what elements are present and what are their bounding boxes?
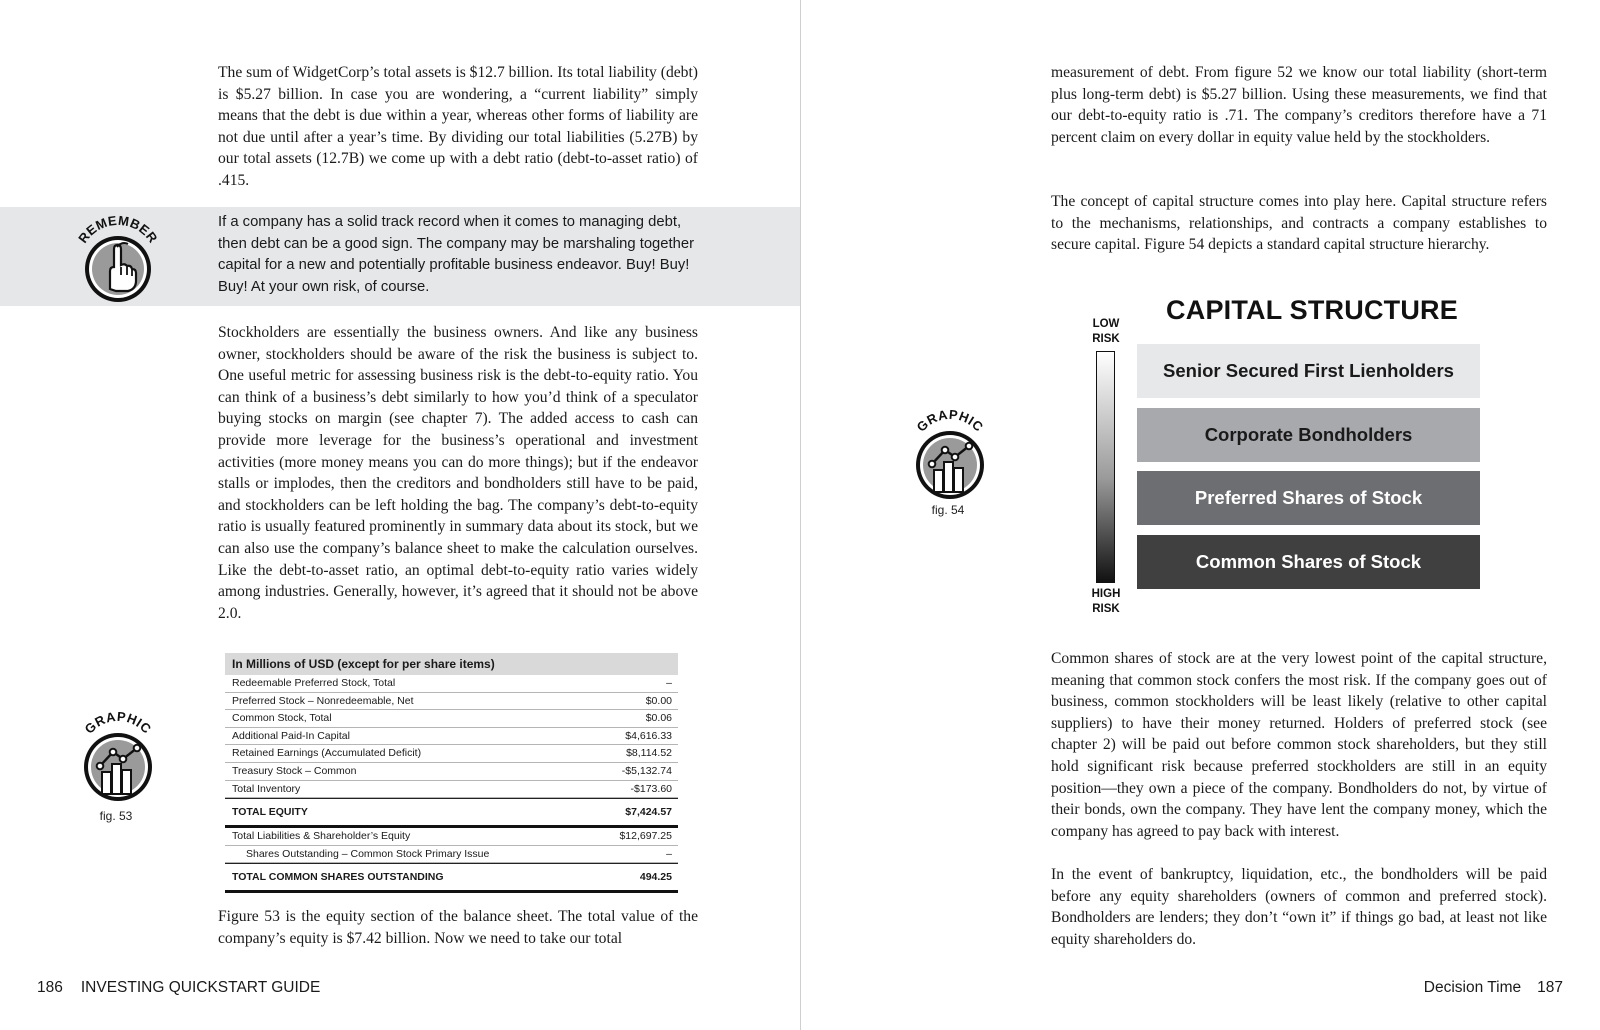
left-paragraph-2: Stockholders are essentially the business owners. And like any business owner, stockholders should be aware of the risk the business is subject to. One useful metric for assessing business risk is the debt-to-equity ratio. You can think of a business’s debt similarly to how you’d think of a speculator buying stocks on margin (see chapter 7). The added access to cash can provide more leverage for the business’s operational and investment activities (more money means you can do more things); but if the endeavor stalls or implodes, then the creditors and bondholders still have to be paid, and stockholders can be left holding the bag. The company’s debt-to-equity ratio is usually featured prominently in summary data about its stock, but we can also use the company’s balance sheet to make the calculation ourselves. Like the debt-to-asset ratio, an optimal debt-to-equity ratio varies widely among industries. Generally, however, it’s agreed that it should not be above 2.0. xyxy=(218,324,698,622)
right-paragraph-3: Common shares of stock are at the very lowest point of the capital structure, meaning that common stock confers the most risk. If the company goes out of business, common stockholders will be least likely (relative to other capital suppliers) to have their money returned. Holders of preferred stock (see chapter 2) will be paid out before common stock shareholders, but they still hold significant risk because preferred stockholders are still in an equity position—they own a piece of the company. Bondholders do not, by virtue of their bonds, own the company. They have lent the company money, which the company has agreed to pay back with interest. xyxy=(1051,650,1547,840)
row-value: $0.06 xyxy=(645,712,672,725)
right-paragraph-2: The concept of capital structure comes into play here. Capital structure refers to the mechanisms, relationships, and contracts a company establishes to secure capital. Figure 54 depicts a standard capital structure hierarchy. xyxy=(1051,193,1547,254)
row-value: $4,616.33 xyxy=(625,729,672,742)
table-row xyxy=(225,728,678,746)
capital-tier-2: Corporate Bondholders xyxy=(1137,408,1480,462)
row-label: Total Inventory xyxy=(232,782,301,795)
book-title: INVESTING QUICKSTART GUIDE xyxy=(80,979,321,996)
high-risk-label: HIGH RISK xyxy=(1091,588,1121,615)
fig-54-label: fig. 54 xyxy=(931,503,965,517)
total-equity-label: TOTAL EQUITY xyxy=(232,806,308,819)
left-page-number: 186 xyxy=(37,979,63,996)
svg-text:GRAPHIC: GRAPHIC xyxy=(913,410,987,435)
table-row xyxy=(225,710,678,728)
row-value: -$173.60 xyxy=(630,782,672,795)
balance-sheet-table xyxy=(225,653,678,893)
right-paragraph-4: In the event of bankruptcy, liquidation, etc., the bondholders will be paid before any equity shareholders (owners of common and preferred stock). Bondholders are lenders; they don’t “own it” if things go bad, at least not like equity shareholders do. xyxy=(1051,866,1547,948)
row-value: -$5,132.74 xyxy=(621,764,672,777)
total-shares-value: 494.25 xyxy=(639,871,672,884)
right-paragraph-1: measurement of debt. From figure 52 we know our total liability (short-term plus long-term debt) is $5.27 billion. Using these measurements, we find that our debt-to-equity ratio is .71. The company’s creditors therefore have a 71 percent claim on every dollar in equity value held by the stockholders. xyxy=(1051,64,1547,146)
row-value: – xyxy=(666,677,672,689)
risk-gradient-bar xyxy=(1096,351,1115,583)
left-footer xyxy=(37,979,320,997)
row-label: Preferred Stock – Nonredeemable, Net xyxy=(232,694,414,707)
capital-tier-1: Senior Secured First Lienholders xyxy=(1137,344,1480,398)
low-risk-label: LOW RISK xyxy=(1092,318,1120,345)
row-label: Total Liabilities & Shareholder’s Equity xyxy=(232,830,411,843)
row-label: Redeemable Preferred Stock, Total xyxy=(232,677,396,689)
fig-53-label: fig. 53 xyxy=(99,809,133,823)
row-value: – xyxy=(666,847,672,860)
remember-finger-icon xyxy=(70,211,166,303)
table-row xyxy=(225,828,678,846)
table-row xyxy=(225,693,678,711)
capital-tier-4: Common Shares of Stock xyxy=(1137,535,1480,589)
balance-sheet-rows-2 xyxy=(225,828,678,863)
row-label: Retained Earnings (Accumulated Deficit) xyxy=(232,747,422,760)
row-label: Treasury Stock – Common xyxy=(232,764,357,777)
row-value: $8,114.52 xyxy=(626,747,672,760)
graphic-badge-54 xyxy=(907,410,993,502)
graphic-chart-icon xyxy=(75,712,161,804)
capital-structure-title: CAPITAL STRUCTURE xyxy=(1166,295,1458,325)
chapter-title: Decision Time xyxy=(1423,979,1522,996)
graphic-chart-icon xyxy=(907,410,993,502)
graphic-badge-53 xyxy=(75,712,161,804)
total-shares-row xyxy=(225,863,678,893)
table-row xyxy=(225,763,678,781)
table-row xyxy=(225,846,678,864)
remember-callout xyxy=(0,207,800,306)
row-label: Shares Outstanding – Common Stock Primary Issue xyxy=(246,847,490,860)
right-page-number: 187 xyxy=(1537,979,1563,996)
right-footer xyxy=(1424,979,1563,997)
total-shares-label: TOTAL COMMON SHARES OUTSTANDING xyxy=(232,871,444,884)
left-paragraph-1: The sum of WidgetCorp’s total assets is $12.7 billion. Its total liability (debt) is $5.27 billion. In case you are wondering, a “current liability” simply means that the debt is due within a year, whereas other forms of liability are not due until after a year’s time. By dividing our total liabilities (5.27B) by our total assets (12.7B) we come up with a debt ratio (debt-to-asset ratio) of .415. xyxy=(218,64,698,189)
remember-text: If a company has a solid track record when it comes to managing debt, then debt can be a good sign. The company may be marshaling together capital for a new and potentially profitable business endeavor. Buy! Buy! Buy! At your own risk, of course. xyxy=(218,214,695,295)
total-equity-value: $7,424.57 xyxy=(625,806,672,819)
row-label: Common Stock, Total xyxy=(232,712,332,725)
svg-text:REMEMBER: REMEMBER xyxy=(75,212,161,246)
total-equity-row xyxy=(225,798,678,828)
left-paragraph-3: Figure 53 is the equity section of the balance sheet. The total value of the company’s equity is $7.42 billion. Now we need to take our total xyxy=(218,908,698,947)
balance-sheet-header: In Millions of USD (except for per share items) xyxy=(225,653,678,675)
capital-tier-3: Preferred Shares of Stock xyxy=(1137,471,1480,525)
row-value: $12,697.25 xyxy=(619,830,672,843)
remember-badge xyxy=(70,211,166,303)
table-row xyxy=(225,781,678,799)
table-row xyxy=(225,675,678,693)
balance-sheet-rows xyxy=(225,675,678,798)
svg-text:GRAPHIC: GRAPHIC xyxy=(81,712,155,737)
row-label: Additional Paid-In Capital xyxy=(232,729,350,742)
row-value: $0.00 xyxy=(645,694,672,707)
table-row xyxy=(225,745,678,763)
